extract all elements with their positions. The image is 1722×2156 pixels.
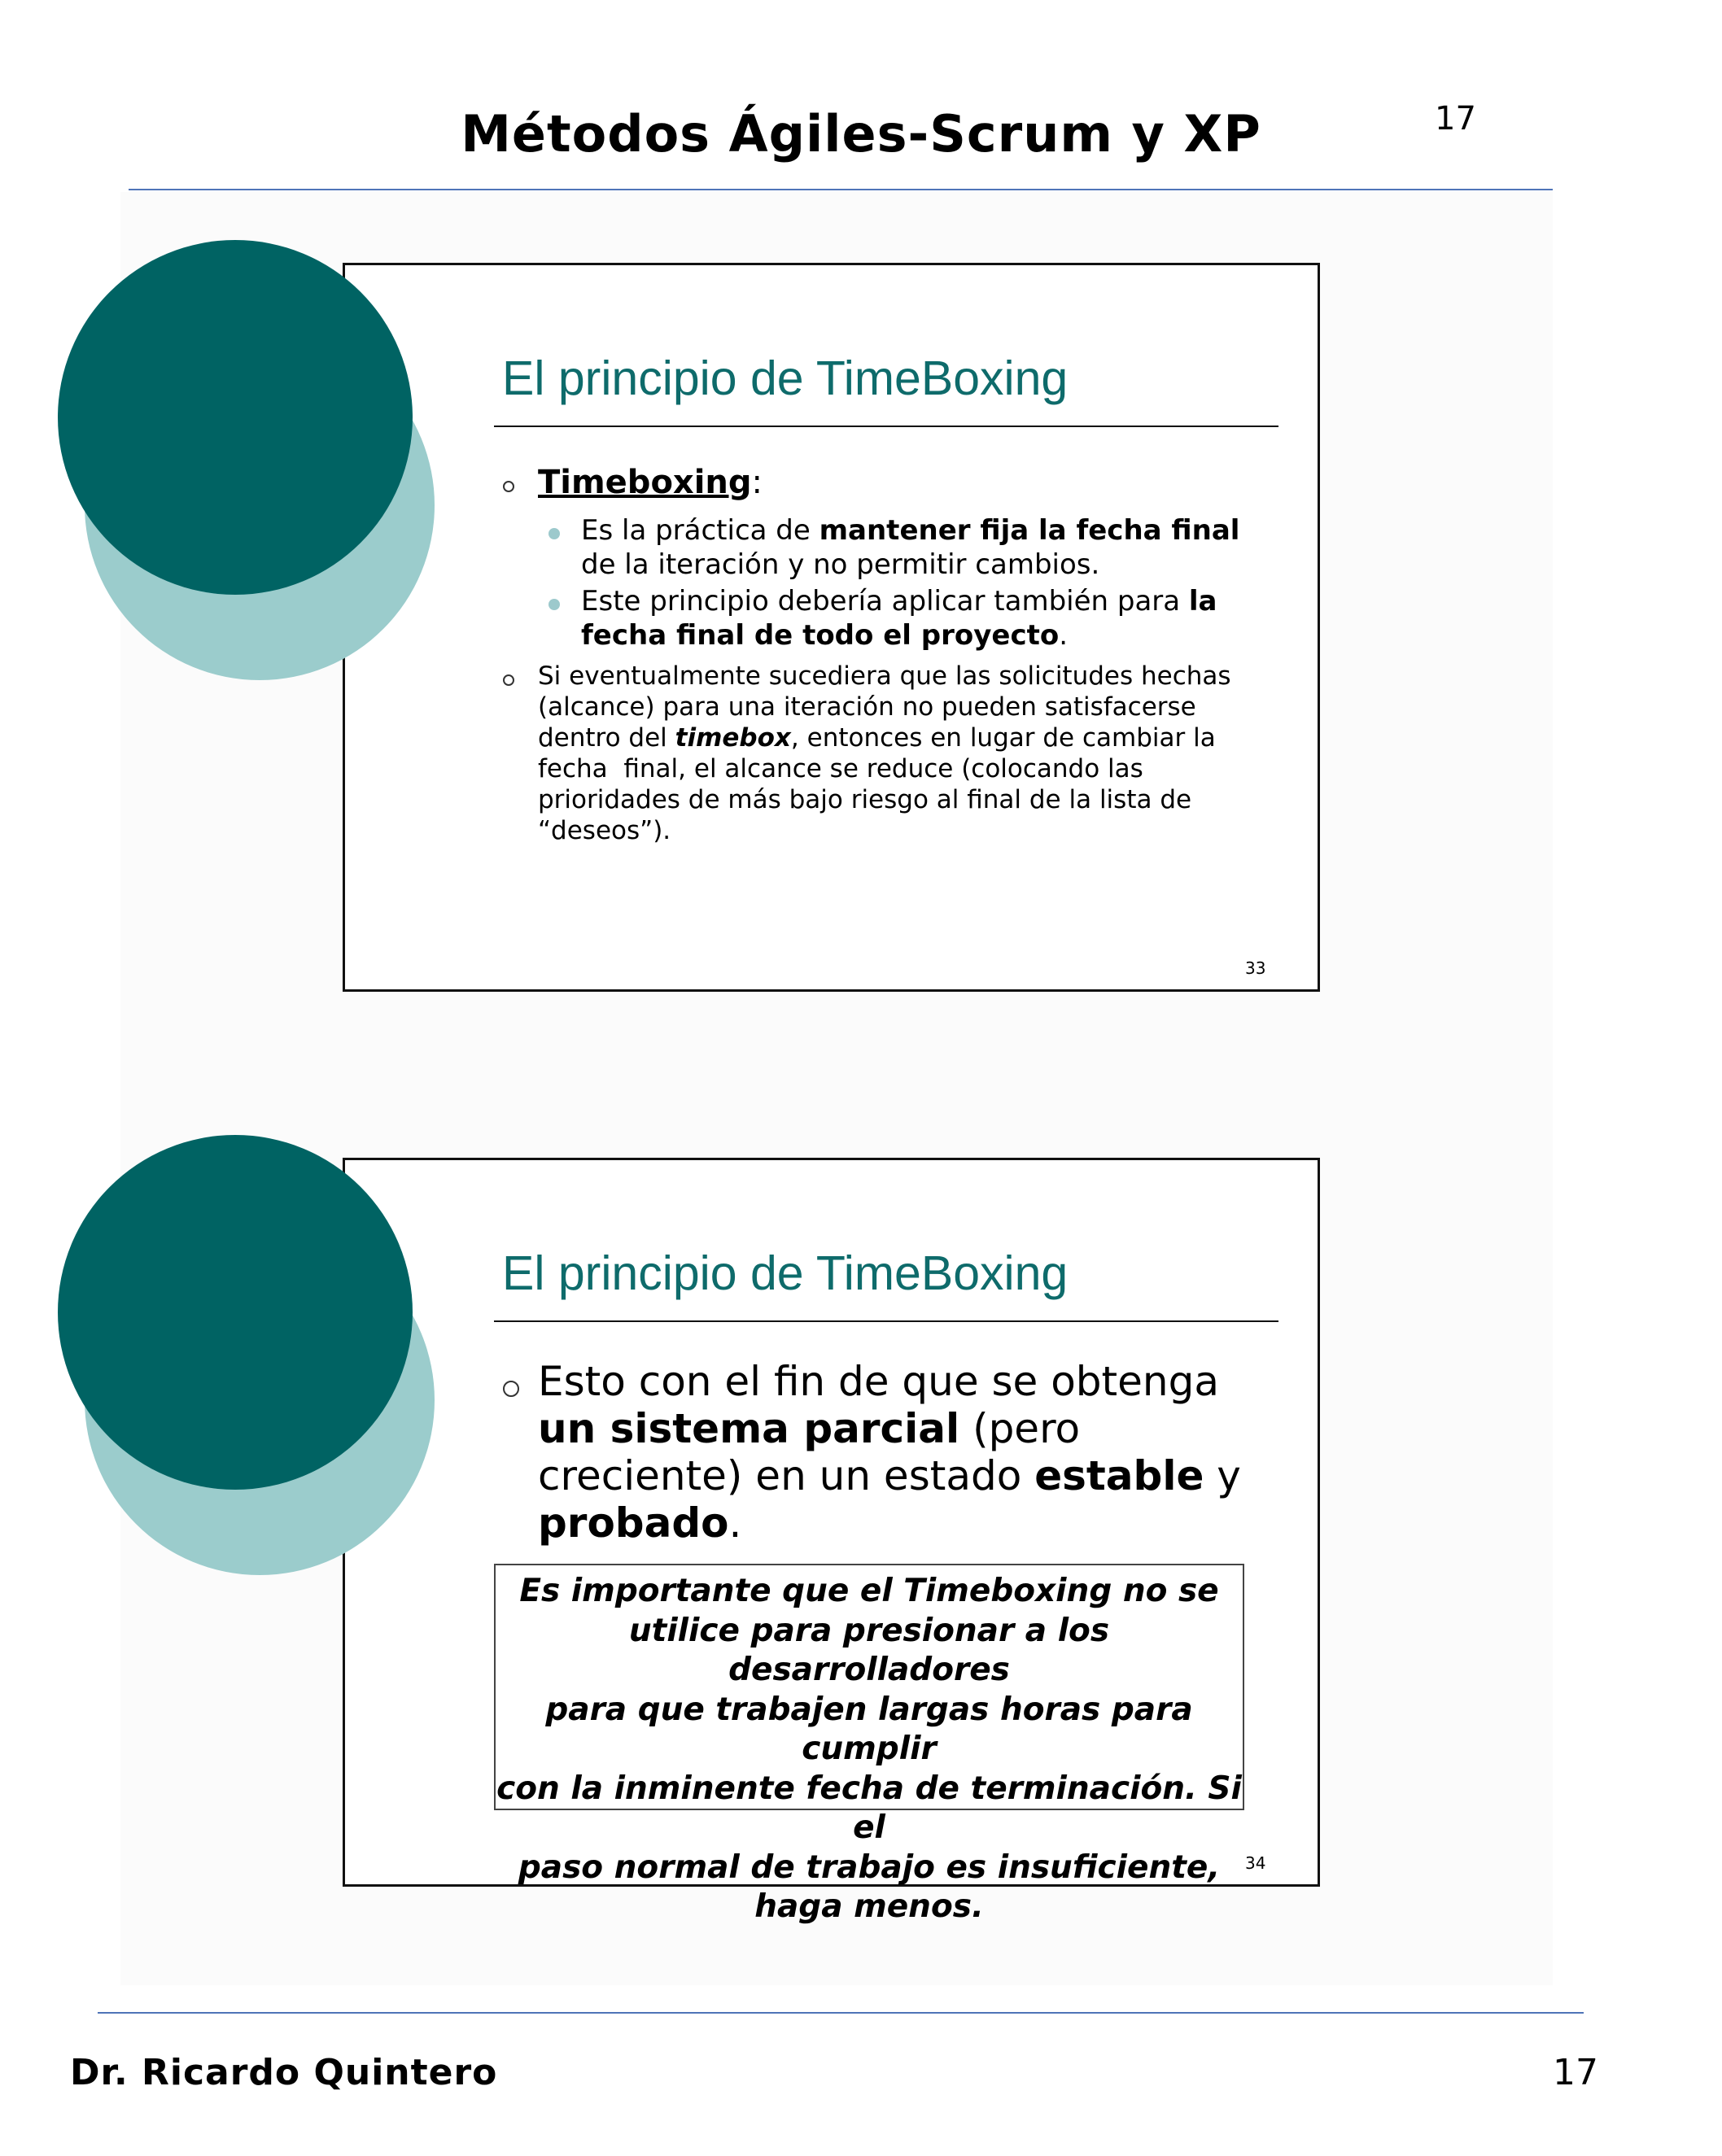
text-line: de la iteración y no permitir cambios. xyxy=(581,548,1100,581)
text-line: (alcance) para una iteración no pueden satisfacerse xyxy=(538,692,1196,722)
page-title: Métodos Ágiles-Scrum y XP xyxy=(461,104,1261,164)
text-line: prioridades de más bajo riesgo al final de la lista de xyxy=(538,785,1192,814)
bold-run: un sistema parcial xyxy=(538,1405,960,1452)
slide-number: 34 xyxy=(1245,1853,1266,1873)
text-line: Si eventualmente sucediera que las solicitudes hechas xyxy=(538,661,1231,691)
decoration-circle-dark xyxy=(58,1135,413,1490)
note-line: paso normal de trabajo es insuficiente, xyxy=(518,1848,1221,1886)
slide-34 xyxy=(343,1158,1320,1925)
ring-bullet-icon xyxy=(503,674,514,686)
text-run: . xyxy=(1059,619,1069,652)
timeboxing-term: Timeboxing xyxy=(538,464,752,501)
footer-rule xyxy=(98,2012,1584,2014)
sub-bullet-practice xyxy=(581,513,1239,582)
text-line: “deseos”). xyxy=(538,816,671,845)
note-line: con la inminente fecha de terminación. Si el xyxy=(496,1770,1242,1846)
footer-page-number: 17 xyxy=(1553,2052,1598,2093)
text-run: Es la práctica de xyxy=(581,514,819,547)
bold-run: mantener fija la fecha final xyxy=(819,514,1240,547)
note-line: Es importante que el Timeboxing no se xyxy=(519,1573,1219,1609)
slide-title: El principio de TimeBoxing xyxy=(502,351,1069,405)
text-line: Esto con el fin de que se obtenga xyxy=(538,1358,1219,1405)
dot-bullet-icon xyxy=(549,528,560,539)
slide-title-rule xyxy=(494,1320,1278,1322)
bullet-timeboxing xyxy=(538,464,763,501)
bold-run: fecha final de todo el proyecto xyxy=(581,619,1060,652)
bold-run: probado xyxy=(538,1499,729,1547)
text-run: creciente) en un estado xyxy=(538,1452,1035,1499)
text-run: y xyxy=(1204,1452,1241,1499)
footer-author: Dr. Ricardo Quintero xyxy=(70,2052,498,2093)
header-rule xyxy=(129,189,1553,190)
text-run: Este principio debería aplicar también para xyxy=(581,585,1189,618)
text-run: . xyxy=(728,1499,742,1547)
slide-title: El principio de TimeBoxing xyxy=(502,1246,1069,1300)
page-number-top: 17 xyxy=(1435,100,1476,137)
timeboxing-warning-box xyxy=(494,1564,1244,1925)
bullet-scope-reduction xyxy=(538,661,1231,846)
slide-title-rule xyxy=(494,426,1278,427)
note-line: utilice para presionar a los desarrolladores xyxy=(628,1612,1110,1688)
sub-bullet-principle xyxy=(581,584,1217,652)
text-run: , entonces en lugar de cambiar la xyxy=(790,723,1216,753)
slide-33 xyxy=(343,263,1320,992)
slide-number: 33 xyxy=(1245,958,1266,978)
ring-bullet-icon xyxy=(503,1381,519,1397)
text-run: (pero xyxy=(959,1405,1081,1452)
slide-decoration-circles xyxy=(345,265,459,656)
note-line: para que trabajen largas horas para cumplir xyxy=(545,1691,1193,1767)
slide-decoration-circles xyxy=(345,1160,459,1551)
bold-run: estable xyxy=(1034,1452,1204,1499)
bold-run: la xyxy=(1188,585,1217,618)
dot-bullet-icon xyxy=(549,599,560,610)
timeboxing-colon: : xyxy=(751,464,763,501)
text-line: fecha final, el alcance se reduce (colocando las xyxy=(538,754,1143,783)
decoration-circle-dark xyxy=(58,240,413,595)
text-run: dentro del xyxy=(538,723,675,753)
italic-bold-run: timebox xyxy=(675,723,791,753)
bullet-partial-system xyxy=(538,1358,1241,1547)
note-line: haga menos. xyxy=(754,1888,984,1925)
ring-bullet-icon xyxy=(503,481,514,492)
